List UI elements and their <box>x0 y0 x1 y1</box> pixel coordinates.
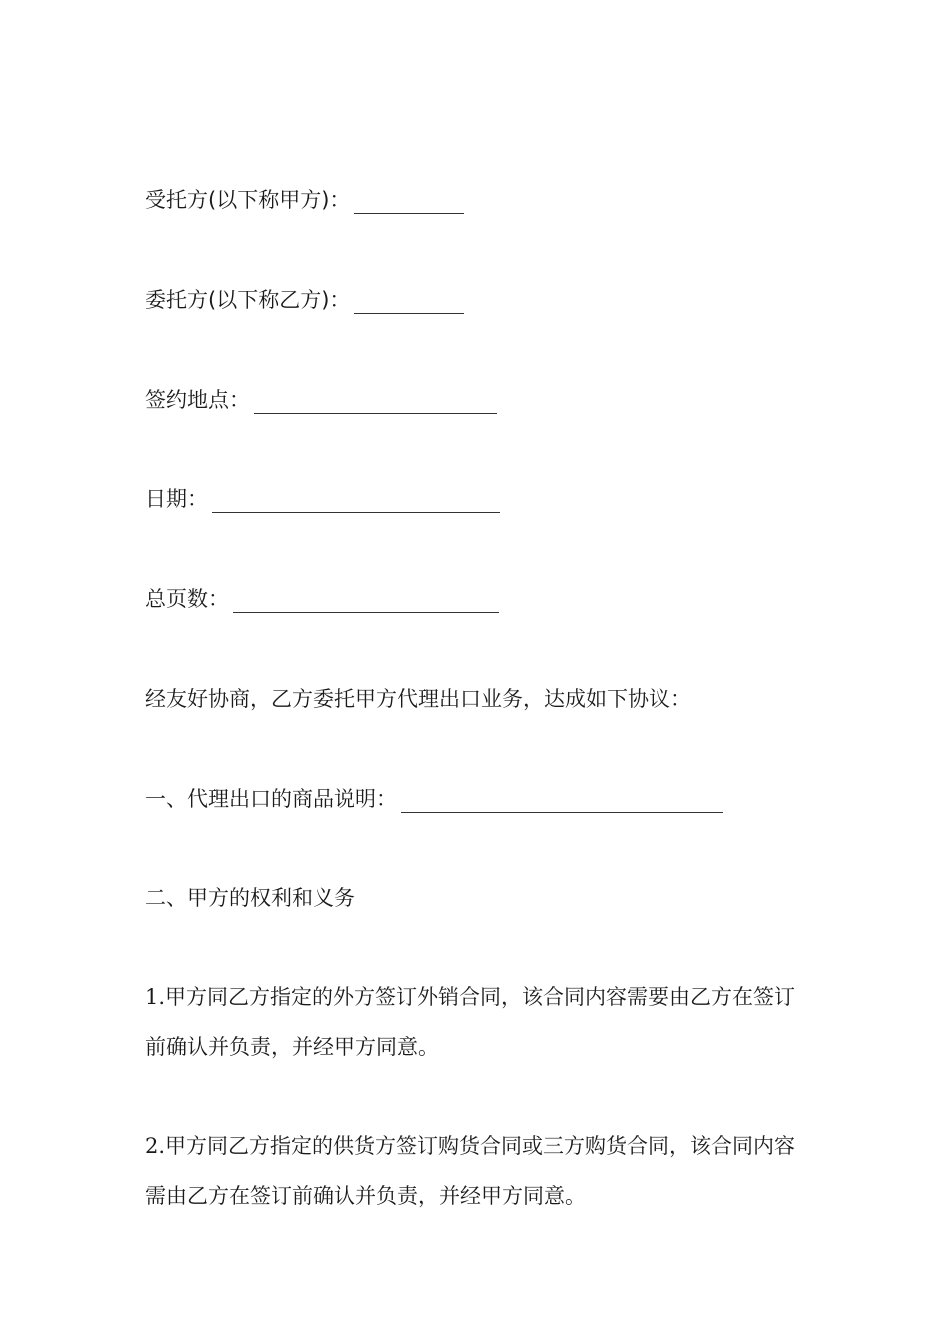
total-pages-label: 总页数： <box>145 587 229 611</box>
trustor-label: 委托方(以下称乙方)： <box>145 288 351 312</box>
signing-place-blank[interactable] <box>254 391 497 414</box>
clause-2-number: 2. <box>145 1134 166 1158</box>
clause-2 <box>145 1121 815 1221</box>
total-pages-field <box>145 585 499 613</box>
section1-label: 一、代理出口的商品说明： <box>145 787 397 811</box>
date-label: 日期： <box>145 487 208 511</box>
trustee-field <box>145 186 464 214</box>
signing-place-label: 签约地点： <box>145 388 250 412</box>
date-blank[interactable] <box>212 490 500 513</box>
date-field <box>145 485 500 513</box>
trustee-label: 受托方(以下称甲方)： <box>145 188 351 212</box>
section1-field <box>145 785 723 813</box>
trustor-blank[interactable] <box>354 291 464 314</box>
total-pages-blank[interactable] <box>233 590 499 613</box>
intro-paragraph <box>145 685 691 713</box>
trustor-field <box>145 286 464 314</box>
section1-blank[interactable] <box>401 790 723 813</box>
trustee-blank[interactable] <box>354 191 464 214</box>
intro-text: 经友好协商，乙方委托甲方代理出口业务，达成如下协议： <box>145 687 691 711</box>
section2-heading <box>145 884 355 912</box>
clause-2-text: 甲方同乙方指定的供货方签订购货合同或三方购货合同，该合同内容需由乙方在签订前确认并负责，并经甲方同意。 <box>145 1134 796 1208</box>
clause-1 <box>145 972 815 1072</box>
clause-1-text: 甲方同乙方指定的外方签订外销合同，该合同内容需要由乙方在签订前确认并负责，并经甲方同意。 <box>145 985 796 1059</box>
signing-place-field <box>145 386 497 414</box>
clause-1-number: 1. <box>145 985 166 1009</box>
section2-title: 二、甲方的权利和义务 <box>145 886 355 910</box>
